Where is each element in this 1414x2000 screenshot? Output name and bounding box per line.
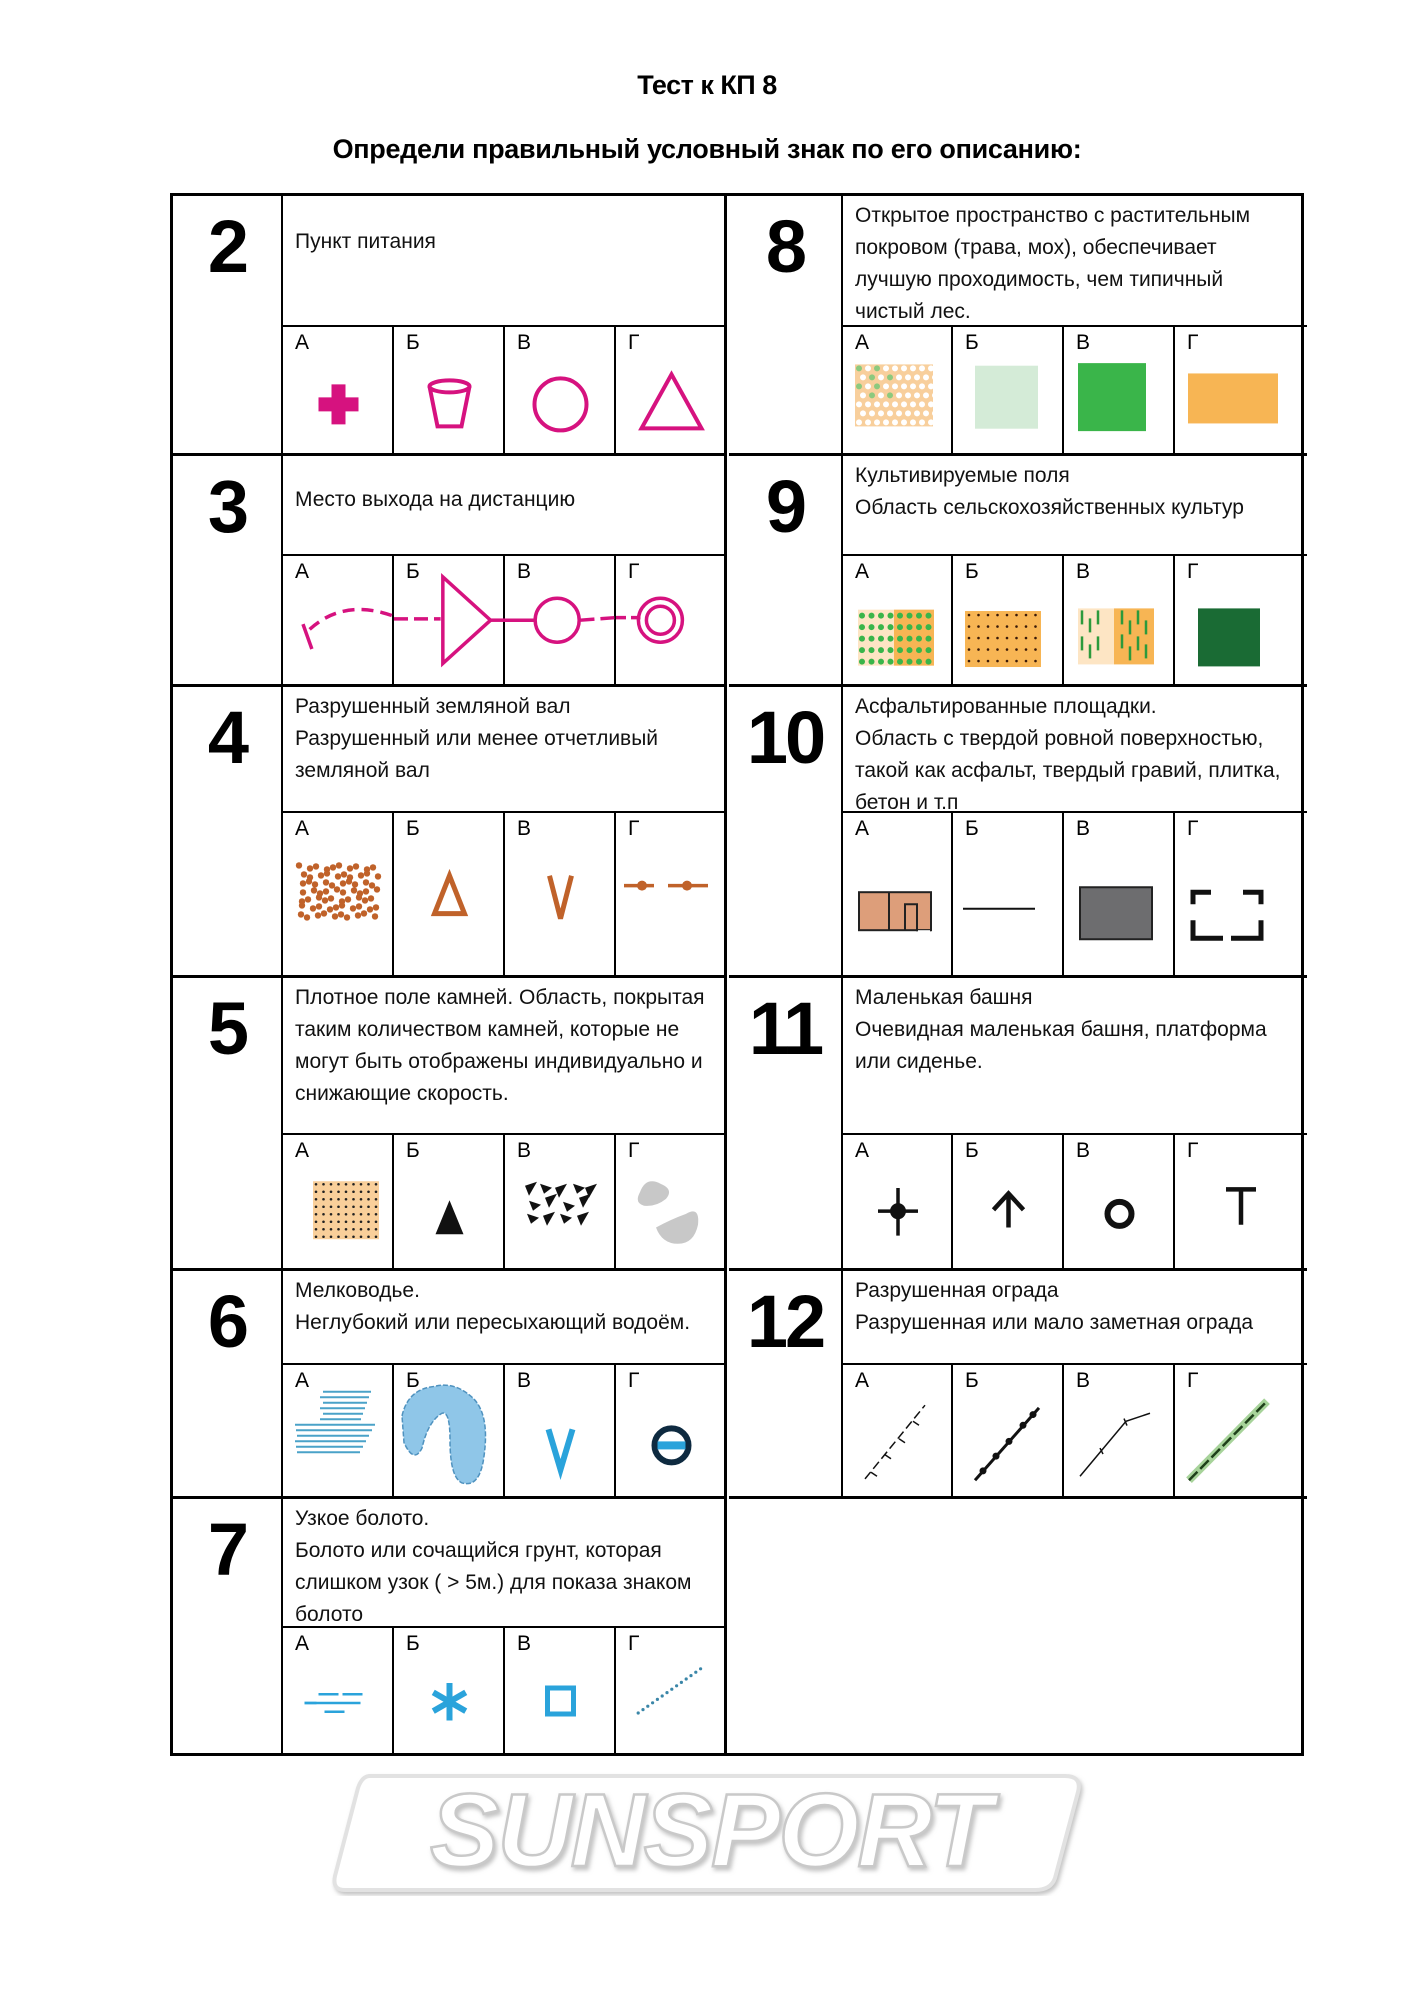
option-label: Г	[628, 1632, 640, 1655]
option-label: Г	[1187, 331, 1199, 354]
control-circle-icon	[505, 556, 616, 687]
question-description: Разрушенный земляной вал Разрушенный или менее отчетливый земляной вал	[283, 687, 727, 813]
start-triangle-icon	[394, 556, 505, 687]
question-number-cell	[173, 687, 283, 978]
question-description: Мелководье. Неглубокий или пересыхающий водоём.	[283, 1271, 727, 1365]
answer-option-v[interactable]	[505, 327, 616, 456]
option-label: А	[855, 817, 870, 840]
option-label: А	[855, 1139, 870, 1162]
answer-option-b[interactable]	[953, 1365, 1064, 1499]
ruined-fence-icon	[843, 1365, 953, 1499]
answer-option-g[interactable]	[1175, 556, 1307, 687]
dark-green-square-icon	[1175, 556, 1307, 687]
magenta-cross-icon	[283, 327, 394, 456]
question-description: Маленькая башня Очевидная маленькая башня, платформа или сиденье.	[843, 978, 1307, 1135]
answer-option-g[interactable]	[616, 1135, 727, 1271]
question-number: 7	[207, 1508, 247, 1591]
orange-dot-field-icon	[953, 556, 1064, 687]
green-dashed-line-icon	[1175, 1365, 1307, 1499]
green-stripe-field-icon	[1064, 556, 1175, 687]
answer-option-b[interactable]	[394, 813, 505, 978]
answer-option-a[interactable]	[843, 556, 953, 687]
question-description: Плотное поле камней. Область, покрытая таким количеством камней, которые не могут быть отображены индивидуально и снижающие скорость.	[283, 978, 727, 1135]
answer-option-v[interactable]	[505, 1628, 616, 1753]
arrow-up-icon	[953, 1135, 1064, 1271]
answer-option-v[interactable]	[1064, 327, 1175, 456]
brown-triangle-icon	[394, 813, 505, 978]
magenta-circle-icon	[505, 327, 616, 456]
green-dot-field-icon	[843, 556, 953, 687]
option-label: В	[1076, 1369, 1091, 1392]
option-label: А	[855, 560, 870, 583]
answer-option-b[interactable]	[953, 1135, 1064, 1271]
blue-v-icon	[505, 1365, 616, 1499]
option-label: Г	[628, 1139, 640, 1162]
option-label: Г	[1187, 560, 1199, 583]
answer-option-b[interactable]	[394, 1135, 505, 1271]
question-number: 6	[207, 1280, 247, 1363]
question-description: Открытое пространство с растительным покровом (трава, мох), обеспечивает лучшую проходимость, чем типичный чистый лес.	[843, 196, 1307, 327]
option-label: Г	[1187, 1369, 1199, 1392]
option-label: А	[295, 1139, 310, 1162]
answer-option-v[interactable]	[505, 813, 616, 978]
green-square-icon	[1064, 327, 1175, 456]
question-description: Пункт питания	[283, 196, 727, 327]
answer-option-g[interactable]	[1175, 327, 1307, 456]
brown-dashed-dot-line-icon	[616, 813, 727, 978]
option-label: Б	[965, 817, 979, 840]
option-label: Г	[628, 817, 640, 840]
question-number: 5	[207, 987, 247, 1070]
question-number-cell	[729, 978, 843, 1271]
option-label: Б	[406, 817, 420, 840]
option-label: Б	[406, 331, 420, 354]
answer-option-v[interactable]	[505, 1365, 616, 1499]
blue-pond-icon	[394, 1365, 505, 1499]
answer-option-b[interactable]	[394, 327, 505, 456]
question-number: 12	[746, 1280, 824, 1363]
page-subtitle: Определи правильный условный знак по его описанию:	[332, 134, 1082, 164]
paved-area-building-icon	[843, 813, 953, 978]
option-label: Б	[965, 1369, 979, 1392]
question-number: 11	[748, 987, 822, 1070]
question-number-cell	[729, 1271, 843, 1499]
answer-option-a[interactable]	[843, 327, 953, 456]
option-label: В	[517, 1139, 532, 1162]
question-description: Узкое болото. Болото или сочащийся грунт, которая слишком узок ( > 5м.) для показа знаком болото	[283, 1499, 727, 1628]
question-number: 2	[207, 205, 247, 288]
answer-option-b[interactable]	[394, 1365, 505, 1499]
page-title: Тест к КП 8	[637, 70, 777, 100]
high-tower-icon	[843, 1135, 953, 1271]
rough-open-dotted-icon	[843, 327, 953, 456]
answer-option-a[interactable]	[843, 1135, 953, 1271]
question-number: 9	[765, 465, 805, 548]
option-label: Г	[628, 331, 640, 354]
option-label: А	[295, 1369, 310, 1392]
brown-v-icon	[505, 813, 616, 978]
question-number: 10	[746, 696, 824, 779]
answer-option-v[interactable]	[1064, 1135, 1175, 1271]
option-label: В	[517, 1632, 532, 1655]
brown-dot-area-icon	[283, 813, 394, 978]
option-label: Б	[965, 1139, 979, 1162]
question-description: Культивируемые поля Область сельскохозяйственных культур	[843, 456, 1307, 556]
grey-building-icon	[1064, 813, 1175, 978]
option-label: Г	[1187, 1139, 1199, 1162]
question-description: Разрушенная ограда Разрушенная или мало заметная ограда	[843, 1271, 1307, 1365]
dotted-wall-icon	[953, 1365, 1064, 1499]
option-label: А	[295, 331, 310, 354]
answer-option-b[interactable]	[953, 813, 1064, 978]
option-label: Б	[965, 331, 979, 354]
answer-option-v[interactable]	[1064, 1365, 1175, 1499]
option-label: Г	[628, 1369, 640, 1392]
marsh-lines-icon	[283, 1628, 394, 1753]
option-label: В	[1076, 1139, 1091, 1162]
svg-text:SUNSPORT: SUNSPORT	[430, 1773, 990, 1889]
dotted-sand-area-icon	[283, 1135, 394, 1271]
answer-option-g[interactable]	[1175, 1135, 1307, 1271]
answer-option-b[interactable]	[953, 556, 1064, 687]
option-label: А	[295, 817, 310, 840]
answer-option-g[interactable]	[1175, 1365, 1307, 1499]
option-label: А	[855, 331, 870, 354]
option-label: А	[295, 560, 310, 583]
light-green-square-icon	[953, 327, 1064, 456]
magenta-triangle-icon	[616, 327, 727, 456]
black-triangle-icon	[394, 1135, 505, 1271]
answer-option-g[interactable]	[616, 1365, 727, 1499]
finish-double-circle-icon	[616, 556, 727, 687]
question-number-cell	[173, 456, 283, 687]
magenta-cup-icon	[394, 327, 505, 456]
option-label: А	[295, 1632, 310, 1655]
course-start-line-icon	[283, 556, 394, 687]
question-number-cell	[173, 196, 283, 456]
answer-option-a[interactable]	[283, 1628, 394, 1753]
option-label: В	[517, 817, 532, 840]
answer-option-a[interactable]	[843, 813, 953, 978]
option-label: Б	[406, 1632, 420, 1655]
black-ring-icon	[1064, 1135, 1175, 1271]
bracket-frame-icon	[1175, 813, 1307, 978]
black-line-icon	[953, 813, 1064, 978]
question-number-cell	[173, 978, 283, 1271]
question-number: 8	[765, 205, 805, 288]
answer-option-v[interactable]	[505, 1135, 616, 1271]
answer-option-b[interactable]	[953, 327, 1064, 456]
answer-option-a[interactable]	[283, 327, 394, 456]
question-number-cell	[729, 456, 843, 687]
option-label: А	[855, 1369, 870, 1392]
option-label: Б	[406, 1139, 420, 1162]
yellow-rect-icon	[1175, 327, 1307, 456]
blue-square-icon	[505, 1628, 616, 1753]
answer-option-a[interactable]	[283, 1365, 394, 1499]
option-label: Г	[1187, 817, 1199, 840]
answer-option-g[interactable]	[616, 1628, 727, 1753]
t-shape-icon	[1175, 1135, 1307, 1271]
ticked-line-icon	[1064, 1365, 1175, 1499]
option-label: В	[1076, 331, 1091, 354]
question-description: Асфальтированные площадки. Область с твердой ровной поверхностью, такой как асфальт, твердый гравий, плитка, бетон и т.п	[843, 687, 1307, 813]
answer-option-g[interactable]	[616, 813, 727, 978]
answer-option-v[interactable]	[505, 556, 616, 687]
option-label: В	[1076, 560, 1091, 583]
answer-option-g[interactable]	[616, 556, 727, 687]
answer-option-b[interactable]	[394, 1628, 505, 1753]
option-label: Б	[965, 560, 979, 583]
option-label: В	[517, 331, 532, 354]
question-number-cell	[729, 687, 843, 978]
option-label: Б	[406, 560, 420, 583]
blue-hatched-area-icon	[283, 1365, 394, 1499]
answer-option-a[interactable]	[843, 1365, 953, 1499]
waterhole-ring-icon	[616, 1365, 727, 1499]
question-description: Место выхода на дистанцию	[283, 456, 727, 556]
question-number-cell	[173, 1499, 283, 1753]
question-number-cell	[173, 1271, 283, 1499]
question-table	[170, 193, 1304, 1756]
answer-option-b[interactable]	[394, 556, 505, 687]
answer-option-v[interactable]	[1064, 813, 1175, 978]
option-label: Г	[628, 560, 640, 583]
option-label: В	[1076, 817, 1091, 840]
option-label: В	[517, 1369, 532, 1392]
blue-dotted-line-icon	[616, 1628, 727, 1753]
option-label: В	[517, 560, 532, 583]
answer-option-v[interactable]	[1064, 556, 1175, 687]
question-number: 3	[207, 465, 247, 548]
boulder-field-icon	[505, 1135, 616, 1271]
question-number-cell	[729, 196, 843, 456]
answer-option-a[interactable]	[283, 556, 394, 687]
grey-rock-areas-icon	[616, 1135, 727, 1271]
answer-option-g[interactable]	[1175, 813, 1307, 978]
answer-option-a[interactable]	[283, 1135, 394, 1271]
sunsport-watermark-logo	[330, 1766, 1090, 1896]
answer-option-g[interactable]	[616, 327, 727, 456]
blue-asterisk-icon	[394, 1628, 505, 1753]
option-label: Б	[406, 1369, 420, 1392]
answer-option-a[interactable]	[283, 813, 394, 978]
question-number: 4	[207, 696, 247, 779]
